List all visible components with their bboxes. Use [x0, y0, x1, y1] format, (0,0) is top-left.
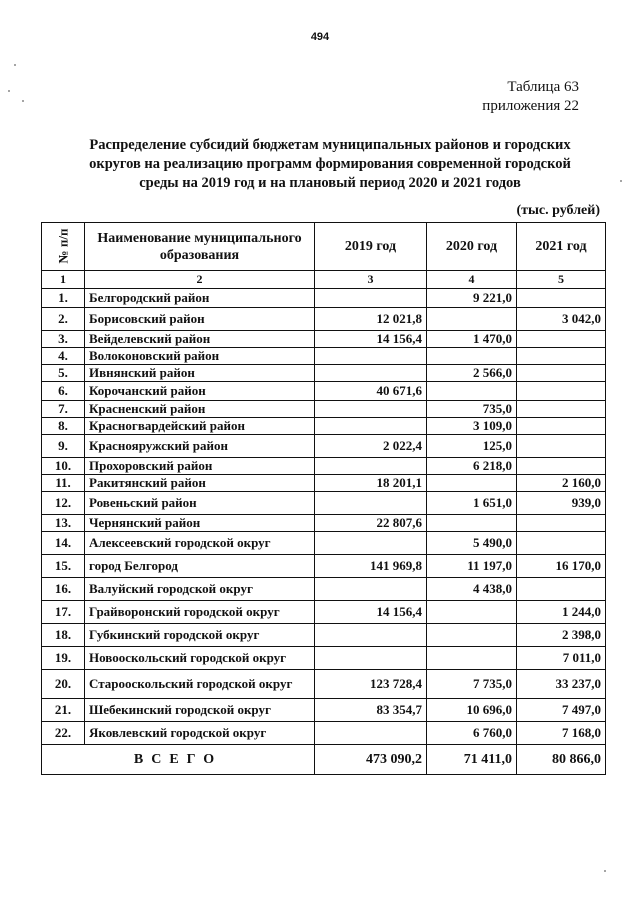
row-number: 18. — [42, 624, 85, 647]
row-value-2020 — [427, 647, 517, 670]
total-row — [42, 745, 606, 775]
row-name: Борисовский район — [85, 308, 315, 331]
row-number: 2. — [42, 308, 85, 331]
row-value-2021 — [517, 348, 606, 365]
total-label: ВСЕГО — [42, 745, 315, 775]
title-line-1: Распределение субсидий бюджетам муниципальных районов и городских — [89, 137, 571, 153]
table-label-line-1: Таблица 63 — [507, 79, 579, 95]
row-value-2019 — [315, 348, 427, 365]
row-value-2020: 7 735,0 — [427, 670, 517, 699]
table-row — [42, 492, 606, 515]
row-number: 7. — [42, 401, 85, 418]
table-row — [42, 331, 606, 348]
row-value-2020: 735,0 — [427, 401, 517, 418]
row-value-2019 — [315, 647, 427, 670]
table-row — [42, 578, 606, 601]
row-name: Белгородский район — [85, 289, 315, 308]
row-value-2021 — [517, 435, 606, 458]
row-value-2021: 16 170,0 — [517, 555, 606, 578]
row-number: 6. — [42, 382, 85, 401]
table-row — [42, 382, 606, 401]
row-value-2021: 7 497,0 — [517, 699, 606, 722]
row-value-2021: 3 042,0 — [517, 308, 606, 331]
table-row — [42, 308, 606, 331]
row-value-2021: 1 244,0 — [517, 601, 606, 624]
row-value-2021 — [517, 365, 606, 382]
row-value-2019 — [315, 578, 427, 601]
table-row — [42, 699, 606, 722]
row-name: Корочанский район — [85, 382, 315, 401]
row-value-2019 — [315, 492, 427, 515]
row-value-2019: 40 671,6 — [315, 382, 427, 401]
row-value-2019: 14 156,4 — [315, 331, 427, 348]
row-value-2019 — [315, 365, 427, 382]
column-number: 3 — [315, 271, 427, 289]
row-value-2020 — [427, 515, 517, 532]
row-value-2019 — [315, 401, 427, 418]
row-name: Прохоровский район — [85, 458, 315, 475]
row-value-2021: 2 160,0 — [517, 475, 606, 492]
total-2021: 80 866,0 — [517, 745, 606, 775]
row-number: 3. — [42, 331, 85, 348]
row-value-2021: 939,0 — [517, 492, 606, 515]
row-name: Яковлевский городской округ — [85, 722, 315, 745]
row-name: Вейделевский район — [85, 331, 315, 348]
header-num: № п/п — [42, 223, 85, 271]
row-value-2020: 6 218,0 — [427, 458, 517, 475]
table-header-row — [42, 223, 606, 271]
row-name: Новооскольский городской округ — [85, 647, 315, 670]
table-row — [42, 348, 606, 365]
row-number: 13. — [42, 515, 85, 532]
row-number: 17. — [42, 601, 85, 624]
column-number: 1 — [42, 271, 85, 289]
row-number: 15. — [42, 555, 85, 578]
row-value-2021 — [517, 401, 606, 418]
row-value-2021: 7 011,0 — [517, 647, 606, 670]
row-value-2020: 9 221,0 — [427, 289, 517, 308]
table-row — [42, 670, 606, 699]
units-label: (тыс. рублей) — [516, 203, 600, 218]
row-value-2020 — [427, 348, 517, 365]
table-row — [42, 624, 606, 647]
column-number-row — [42, 271, 606, 289]
row-value-2019: 12 021,8 — [315, 308, 427, 331]
table-row — [42, 515, 606, 532]
row-name: Шебекинский городской округ — [85, 699, 315, 722]
table-row — [42, 289, 606, 308]
row-name: Волоконовский район — [85, 348, 315, 365]
row-name: Ровеньский район — [85, 492, 315, 515]
page-number: 494 — [310, 31, 330, 43]
row-number: 20. — [42, 670, 85, 699]
row-value-2021 — [517, 331, 606, 348]
total-2019: 473 090,2 — [315, 745, 427, 775]
row-number: 21. — [42, 699, 85, 722]
table-row — [42, 365, 606, 382]
row-value-2020: 10 696,0 — [427, 699, 517, 722]
header-name: Наименование муниципального образования — [85, 223, 315, 271]
total-2020: 71 411,0 — [427, 745, 517, 775]
row-value-2019 — [315, 458, 427, 475]
column-number: 2 — [85, 271, 315, 289]
row-value-2021: 2 398,0 — [517, 624, 606, 647]
row-name: Ракитянский район — [85, 475, 315, 492]
table-row — [42, 647, 606, 670]
row-value-2019: 22 807,6 — [315, 515, 427, 532]
row-value-2021 — [517, 515, 606, 532]
row-value-2020: 1 651,0 — [427, 492, 517, 515]
table-row — [42, 475, 606, 492]
row-number: 19. — [42, 647, 85, 670]
row-name: Красненский район — [85, 401, 315, 418]
row-name: Алексеевский городской округ — [85, 532, 315, 555]
header-2021: 2021 год — [517, 223, 606, 271]
table-row — [42, 722, 606, 745]
row-value-2020 — [427, 308, 517, 331]
row-value-2021 — [517, 418, 606, 435]
row-name: Ивнянский район — [85, 365, 315, 382]
row-name: Губкинский городской округ — [85, 624, 315, 647]
row-number: 1. — [42, 289, 85, 308]
row-value-2021 — [517, 578, 606, 601]
row-value-2019: 14 156,4 — [315, 601, 427, 624]
row-value-2019 — [315, 722, 427, 745]
row-number: 12. — [42, 492, 85, 515]
row-value-2019 — [315, 624, 427, 647]
row-value-2020: 125,0 — [427, 435, 517, 458]
row-name: Чернянский район — [85, 515, 315, 532]
table-row — [42, 532, 606, 555]
row-value-2020 — [427, 475, 517, 492]
row-number: 10. — [42, 458, 85, 475]
table-label-line-2: приложения 22 — [482, 98, 579, 114]
row-value-2019: 141 969,8 — [315, 555, 427, 578]
row-value-2020 — [427, 624, 517, 647]
row-value-2020: 5 490,0 — [427, 532, 517, 555]
row-number: 9. — [42, 435, 85, 458]
row-value-2021 — [517, 382, 606, 401]
row-value-2020: 1 470,0 — [427, 331, 517, 348]
row-value-2019 — [315, 532, 427, 555]
row-name: Старооскольский городской округ — [85, 670, 315, 699]
table-row — [42, 401, 606, 418]
row-number: 5. — [42, 365, 85, 382]
row-value-2019 — [315, 289, 427, 308]
column-number: 5 — [517, 271, 606, 289]
row-value-2020: 11 197,0 — [427, 555, 517, 578]
row-value-2021 — [517, 458, 606, 475]
table-row — [42, 418, 606, 435]
row-value-2021 — [517, 289, 606, 308]
row-value-2019: 2 022,4 — [315, 435, 427, 458]
row-number: 4. — [42, 348, 85, 365]
row-number: 8. — [42, 418, 85, 435]
row-number: 14. — [42, 532, 85, 555]
row-number: 16. — [42, 578, 85, 601]
row-value-2021: 7 168,0 — [517, 722, 606, 745]
row-value-2021: 33 237,0 — [517, 670, 606, 699]
title-line-3: среды на 2019 год и на плановый период 2020 и 2021 годов — [139, 175, 521, 191]
header-2020: 2020 год — [427, 223, 517, 271]
table-label — [482, 78, 579, 116]
title-line-2: округов на реализацию программ формирования современной городской — [89, 156, 571, 172]
document-title — [60, 136, 600, 193]
row-name: Красногвардейский район — [85, 418, 315, 435]
row-value-2020: 3 109,0 — [427, 418, 517, 435]
row-value-2019: 18 201,1 — [315, 475, 427, 492]
row-value-2020 — [427, 382, 517, 401]
row-value-2019: 83 354,7 — [315, 699, 427, 722]
column-number: 4 — [427, 271, 517, 289]
row-number: 11. — [42, 475, 85, 492]
row-name: Валуйский городской округ — [85, 578, 315, 601]
subsidy-table — [41, 222, 606, 775]
row-value-2020: 4 438,0 — [427, 578, 517, 601]
header-2019: 2019 год — [315, 223, 427, 271]
row-value-2019: 123 728,4 — [315, 670, 427, 699]
row-value-2019 — [315, 418, 427, 435]
row-value-2021 — [517, 532, 606, 555]
row-name: Грайворонский городской округ — [85, 601, 315, 624]
row-value-2020: 6 760,0 — [427, 722, 517, 745]
row-name: город Белгород — [85, 555, 315, 578]
row-number: 22. — [42, 722, 85, 745]
table-row — [42, 458, 606, 475]
table-row — [42, 601, 606, 624]
row-value-2020 — [427, 601, 517, 624]
table-row — [42, 435, 606, 458]
row-value-2020: 2 566,0 — [427, 365, 517, 382]
table-row — [42, 555, 606, 578]
row-name: Краснояружский район — [85, 435, 315, 458]
